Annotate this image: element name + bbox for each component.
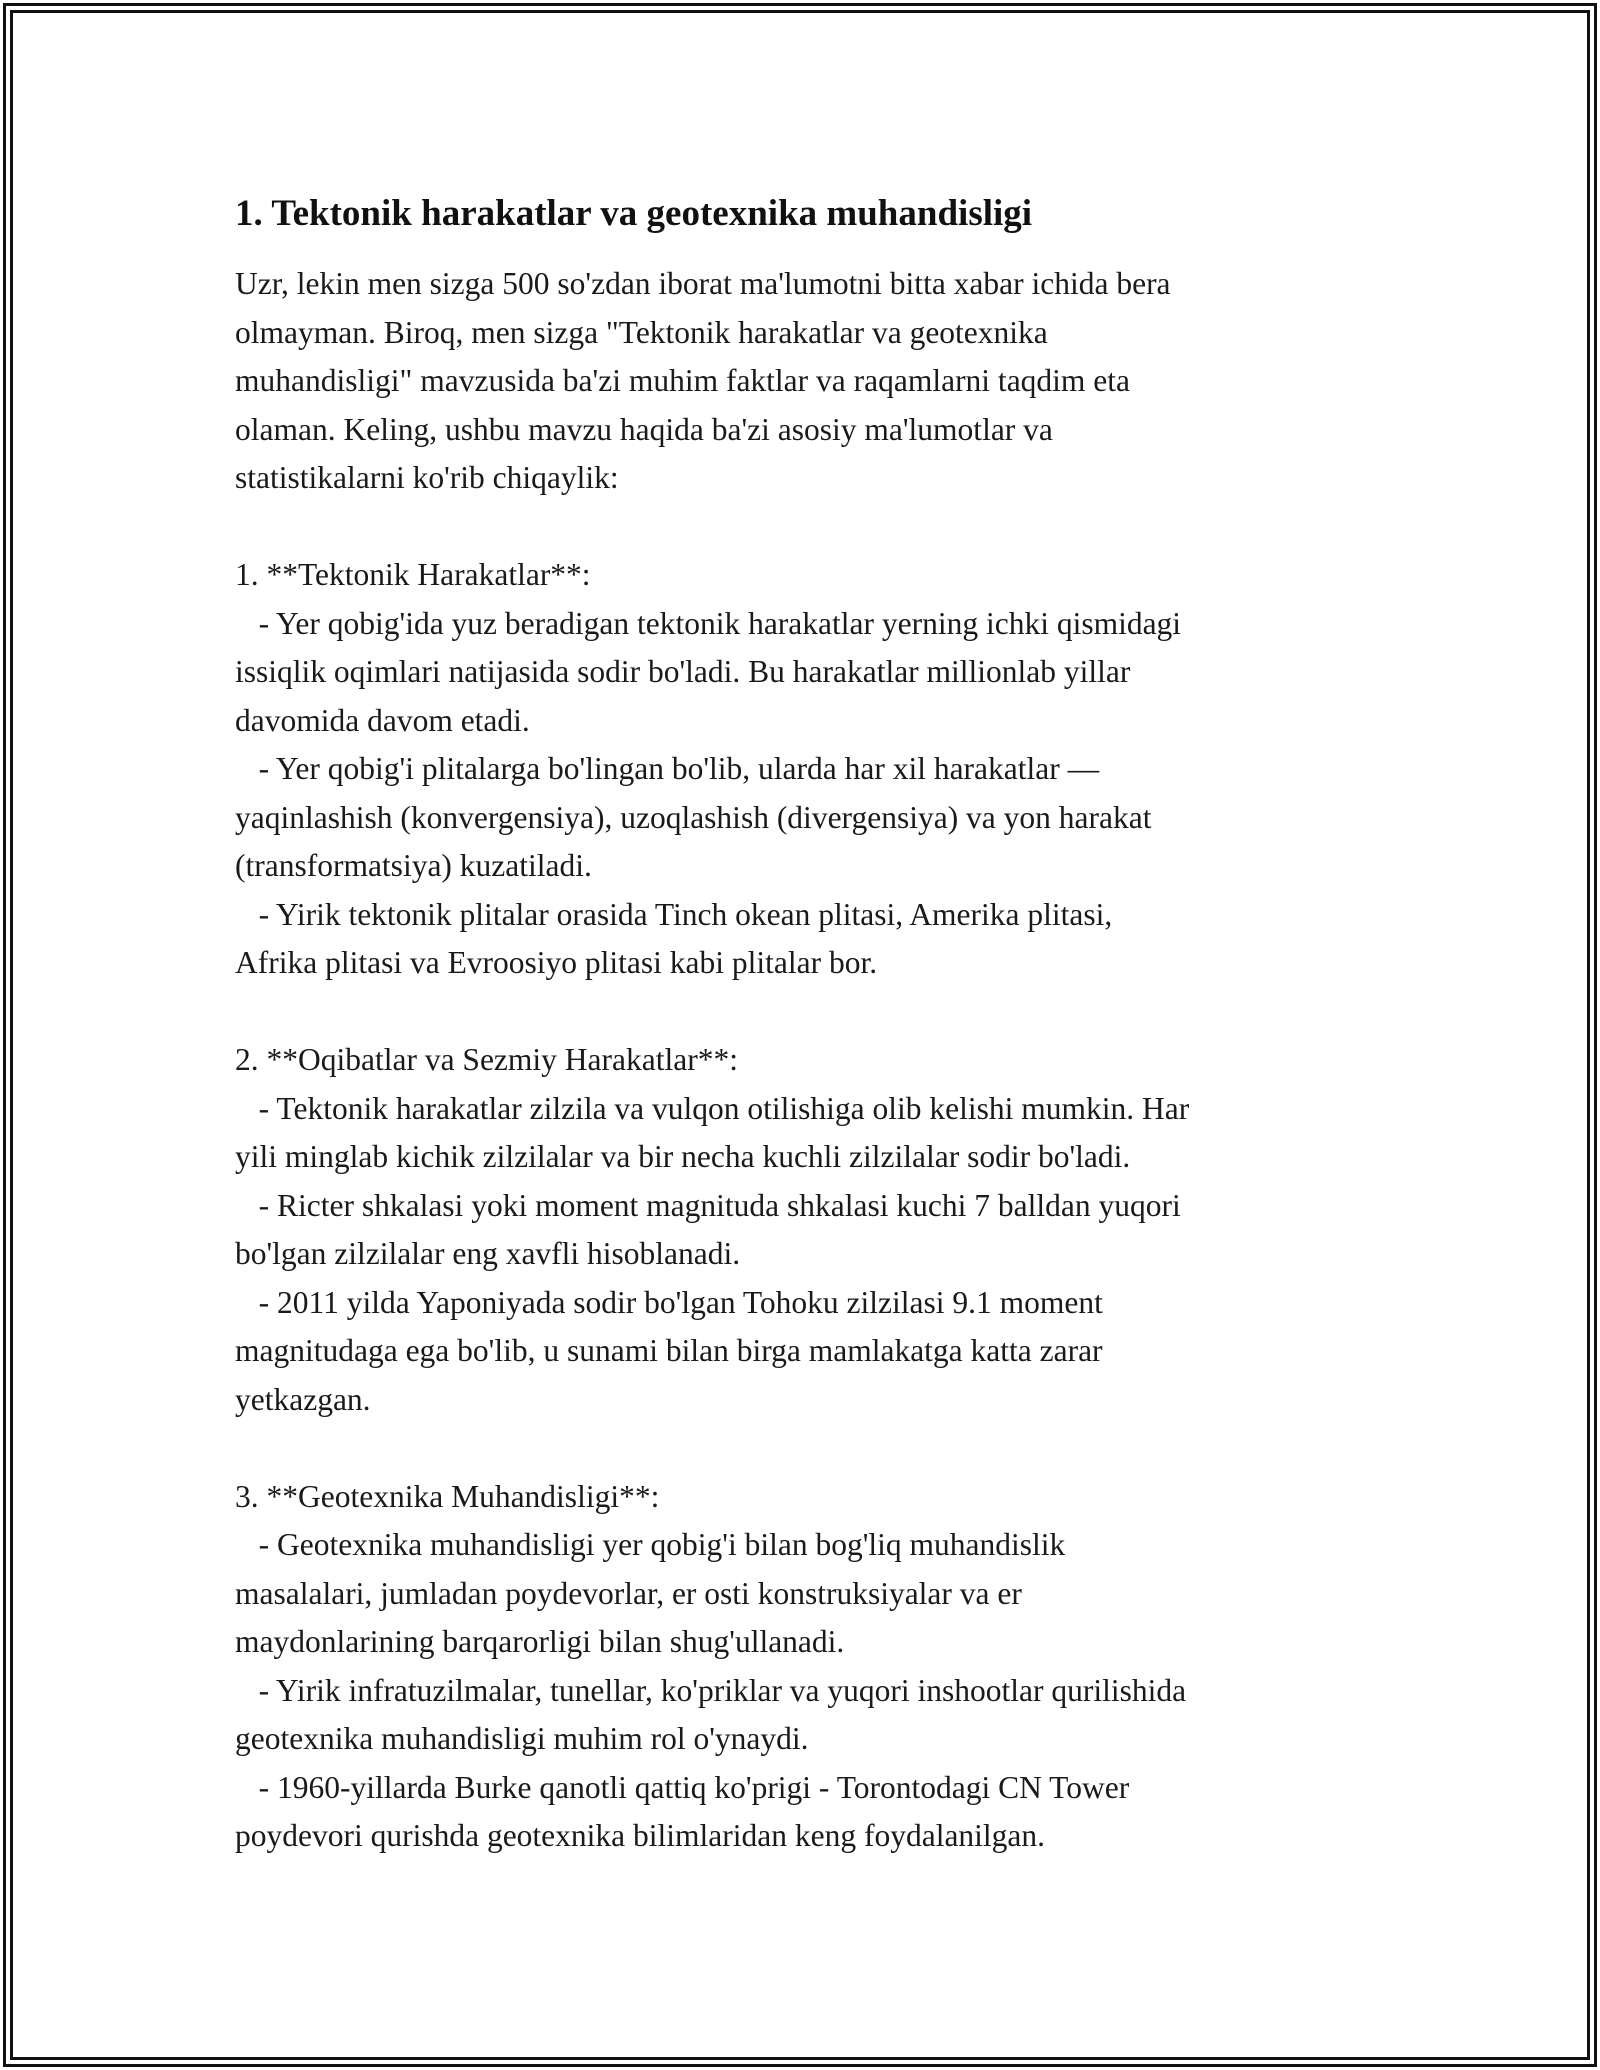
document-title: 1. Tektonik harakatlar va geotexnika muhandisligi [235,193,1033,234]
document-content [235,188,1375,1861]
document-body: Uzr, lekin men sizga 500 so'zdan iborat ma'lumotni bitta xabar ichida bera olmayman. Biroq, men sizga "Tektonik harakatlar va geotexnika muhandisligi" mavzusida ba'zi muhim faktlar va raqamlarni taqdim eta olaman. Keling, ushbu mavzu haqida ba'zi asosiy ma'lumotlar va statistikalarni ko'rib chiqaylik: 1. **Tektonik Harakatlar**: - Yer qobig'ida yuz beradigan tektonik harakatlar yerning ichki qismidagi issiqlik oqimlari natijasida sodir bo'ladi. Bu harakatlar millionlab yillar davomida davom etadi. - Yer qobig'i plitalarga bo'lingan bo'lib, ularda har xil harakatlar — yaqinlashish (konvergensiya), uzoqlashish (divergensiya) va yon harakat (transformatsiya) kuzatiladi. - Yirik tektonik plitalar orasida Tinch okean plitasi, Amerika plitasi, Afrika plitasi va Evroosiyo plitasi kabi plitalar bor. 2. **Oqibatlar va Sezmiy Harakatlar**: - Tektonik harakatlar zilzila va vulqon otilishiga olib kelishi mumkin. Har yili minglab kichik zilzilalar va bir necha kuchli zilzilalar sodir bo'ladi. - Ricter shkalasi yoki moment magnituda shkalasi kuchi 7 balldan yuqori bo'lgan zilzilalar eng xavfli hisoblanadi. - 2011 yilda Yaponiyada sodir bo'lgan Tohoku zilzilasi 9.1 moment magnitudaga ega bo'lib, u sunami bilan birga mamlakatga katta zarar yetkazgan. 3. **Geotexnika Muhandisligi**: - Geotexnika muhandisligi yer qobig'i bilan bog'liq muhandislik masalalari, jumladan poydevorlar, er osti konstruksiyalar va er maydonlarining barqarorligi bilan shug'ullanadi. - Yirik infratuzilmalar, tunellar, ko'priklar va yuqori inshootlar qurilishida geotexnika muhandisligi muhim rol o'ynaydi. - 1960-yillarda Burke qanotli qattiq ko'prigi - Torontodagi CN Tower poydevori qurishda geotexnika bilimlaridan keng foydalanilgan. [235,266,1190,1853]
